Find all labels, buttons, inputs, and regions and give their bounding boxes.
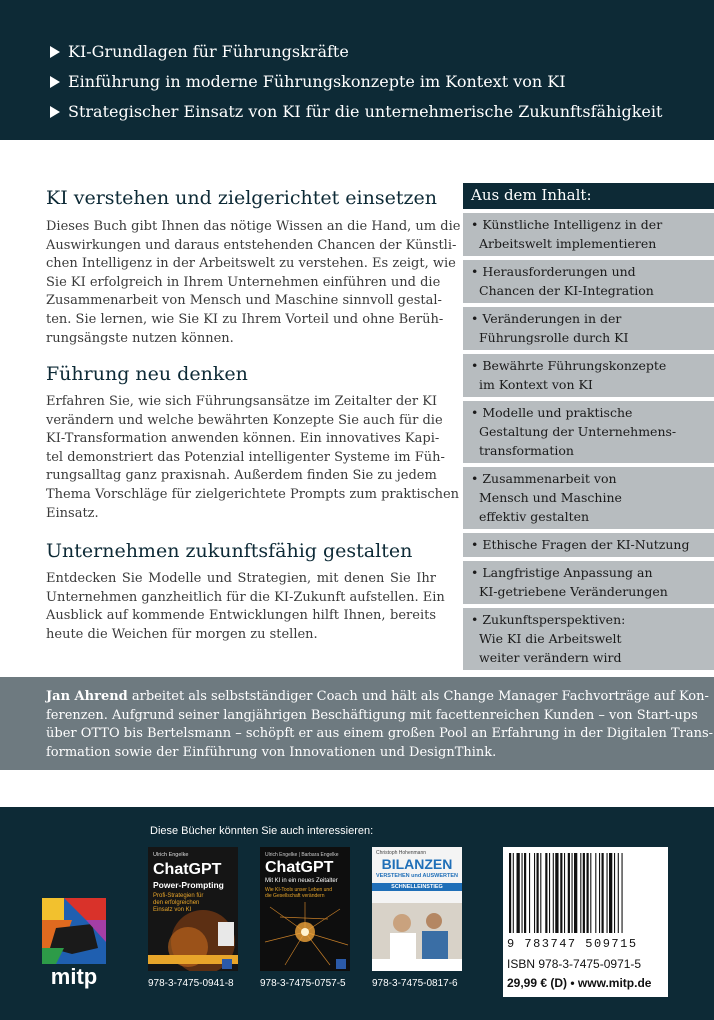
sidebar-item [463,213,714,256]
barcode-bar [529,853,530,933]
author-bio-line: formation sowie der Einführung von Innovationen und DesignThink. [46,744,497,760]
author-bio-line: ferenzen. Aufgrund seiner langjährigen Beschäftigung mit facettenreichen Kunden – von Start-ups [46,707,698,723]
barcode-bar [534,853,535,933]
sidebar-item [463,533,714,557]
sidebar-item [463,354,714,397]
book-subtitle: Power-Prompting [153,880,224,890]
sidebar-item-line: Führungsrolle durch KI [479,330,629,345]
book-author: Ulrich Engelke [153,852,189,858]
top-bullet [50,102,662,121]
top-bullet [50,42,349,61]
also-interesting-label: Diese Bücher könnten Sie auch interessieren: [150,825,374,837]
barcode-bar [580,853,581,933]
barcode-bar [553,853,554,933]
barcode-bar [545,853,547,933]
sidebar-item-line: • Künstliche Intelligenz in der [471,217,663,232]
sidebar-item-line: • Modelle und praktische [471,405,633,420]
isbn: ISBN 978-3-7475-0971-5 [507,957,642,971]
sidebar-item-line: • Langfristige Anpassung an [471,565,653,580]
sidebar-item-line: Mensch und Maschine [479,490,622,505]
barcode-bar [574,853,577,933]
section-paragraph [46,218,461,348]
mitp-logo-text: mitp [50,964,98,989]
barcode-bar [607,853,608,933]
section-heading: Unternehmen zukunftsfähig gestalten [46,540,413,562]
barcode-bar [540,853,541,933]
text-line: rungsängste nutzen können. [46,330,234,346]
sidebar-item [463,307,714,350]
triangle-bullet-icon [50,46,60,58]
book-cover-chatgpt-power-prompting[interactable] [148,847,238,971]
price: 29,99 € (D) • www.mitp.de [507,976,652,990]
book-title: ChatGPT [265,859,334,876]
barcode-bar [609,853,612,933]
text-line: Dieses Buch gibt Ihnen das nötige Wissen an die Hand, um die [46,219,461,234]
text-line: tel demonstriert das Potenzial intelligenter Systeme im Füh- [46,449,445,465]
section-heading: Führung neu denken [46,363,248,385]
triangle-bullet-icon [50,106,60,118]
book-title: BILANZEN [381,856,453,872]
sidebar-item-line: • Bewährte Führungskonzepte [471,358,667,373]
barcode-bar [524,853,526,933]
sidebar-item-line: • Zukunftsperspektiven: [471,612,626,627]
section-heading: KI verstehen und zielgerichtet einsetzen [46,187,437,209]
barcode-bar [549,853,550,933]
top-bullet-text: KI-Grundlagen für Führungskräfte [68,42,349,61]
top-bullet-text: Strategischer Einsatz von KI für die unternehmerische Zukunftsfähigkeit [68,102,663,121]
barcode-bars [503,847,668,937]
barcode-bar [614,853,615,933]
text-line: Erfahren Sie, wie sich Führungsansätze im Zeitalter der KI [46,394,438,409]
sidebar-item-line: Chancen der KI-Integration [479,283,654,298]
text-line: rungsalltag ganz praxisnah. Außerdem finden Sie zu jedem [46,468,437,484]
barcode-bar [509,853,511,933]
sidebar-item-line: • Herausforderungen und [471,264,636,279]
barcode-box [503,847,668,997]
barcode-bar [618,853,619,933]
author-bio [46,688,714,762]
book-subtitle: VERSTEHEN und AUSWERTEN [376,873,458,879]
barcode-bar [590,853,591,933]
sidebar-item [463,561,714,604]
book-cover-chatgpt-neues-zeitalter[interactable] [260,847,350,971]
book-title: ChatGPT [153,861,222,878]
text-line: heute die Weichen für morgen zu stellen. [46,626,318,642]
sidebar-item [463,260,714,303]
sidebar-item-line: KI-getriebene Veränderungen [479,584,668,599]
text-line: Sie KI erfolgreich in Ihrem Unternehmen einführen und die [46,274,441,290]
book-isbn: 978-3-7475-0817-6 [372,978,458,989]
text-line: verändern und welche bewährten Konzepte Sie auch für die [46,412,443,428]
contents-sidebar [463,183,714,670]
text-line: chen Intelligenz in der Arbeitswelt zu verstehen. Es zeigt, wie [46,256,456,272]
text-line: Entdecken Sie Modelle und Strategien, mit denen Sie Ihr [46,571,436,586]
sidebar-item-line: • Zusammenarbeit von [471,471,617,486]
book-isbn: 978-3-7475-0757-5 [260,978,346,989]
section-paragraph [46,393,460,523]
book-author: Christoph Hohenmann [376,850,427,856]
top-bullet-text: Einführung in moderne Führungskonzepte im Kontext von KI [68,72,566,91]
sidebar-item-line: Gestaltung der Unternehmens- [479,424,677,439]
sidebar-item-line: Arbeitswelt implementieren [479,236,657,251]
barcode-bar [595,853,596,933]
barcode-bar [572,853,573,933]
barcode-bar [583,853,585,933]
sidebar-item-line: transformation [479,443,574,458]
barcode-bar [537,853,539,933]
sidebar-item-line: effektiv gestalten [479,509,590,524]
barcode-bar [602,853,604,933]
barcode-bar [564,853,565,933]
text-line: Ausblick auf kommende Entwicklungen hilft Ihnen, bereits [46,608,436,624]
text-line: KI-Transformation anwenden können. Ein innovatives Kapi- [46,431,440,447]
book-tagline: Wie KI-Tools unser Leben und die Gesellschaft verändern [265,887,332,899]
barcode-bar [622,853,623,933]
sidebar-item [463,608,714,670]
text-line: Einsatz. [46,505,99,521]
sidebar-item-line: • Ethische Fragen der KI-Nutzung [471,537,690,552]
sidebar-item-line: Wie KI die Arbeitswelt [479,631,622,646]
barcode-bar [517,853,520,933]
text-line: Auswirkungen und daraus entstehenden Chancen der Künstli- [46,237,457,253]
barcode-bar [560,853,562,933]
barcode-bar [568,853,570,933]
barcode-bar [522,853,523,933]
book-isbn: 978-3-7475-0941-8 [148,978,234,989]
barcode-bar [555,853,558,933]
top-bullet [50,72,566,91]
sidebar-title: Aus dem Inhalt: [463,183,714,209]
author-bio-line: über OTTO bis Bertelsmann – schöpft er aus einem großen Pool an Erfahrung in der Digitalen Trans- [46,726,714,741]
section-paragraph [46,570,445,644]
barcode-bar [599,853,600,933]
sidebar-item-line: • Veränderungen in der [471,311,622,326]
text-line: Thema Vorschläge für zielgerichtete Prompts zum praktischen [46,486,460,502]
sidebar-item-line: weiter verändern wird [479,650,622,665]
barcode-bar [513,853,514,933]
author-bio-line [46,688,709,707]
text-line: Unternehmen ganzheitlich für die KI-Zukunft aufstellen. Ein [46,589,445,605]
author-name: Jan Ahrend [46,689,128,704]
sidebar-item-line: im Kontext von KI [479,377,593,392]
triangle-bullet-icon [50,76,60,88]
barcode-bar [587,853,589,933]
book-tagline: Profi-Strategien für den erfolgreichen Einsatz von KI [153,893,204,913]
book-tagline: SCHNELLEINSTIEG [391,884,443,890]
book-author: Ulrich Engelke | Barbara Engelke [265,852,339,858]
text-line: ten. Sie lernen, wie Sie KI zu Ihrem Vorteil und ohne Berüh- [46,311,444,327]
mitp-logo [42,898,106,994]
barcode-digits: 9 783747 509715 [507,937,638,951]
sidebar-item [463,467,714,529]
sidebar-item [463,401,714,463]
author-bio-first-line: arbeitet als selbstständiger Coach und hält als Change Manager Fachvorträge auf Kon- [127,689,709,704]
book-cover-bilanzen[interactable] [372,847,462,971]
book-subtitle: Mit KI in ein neues Zeitalter [265,878,338,884]
text-line: Zusammenarbeit von Mensch und Maschine sinnvoll gestal- [46,293,442,309]
